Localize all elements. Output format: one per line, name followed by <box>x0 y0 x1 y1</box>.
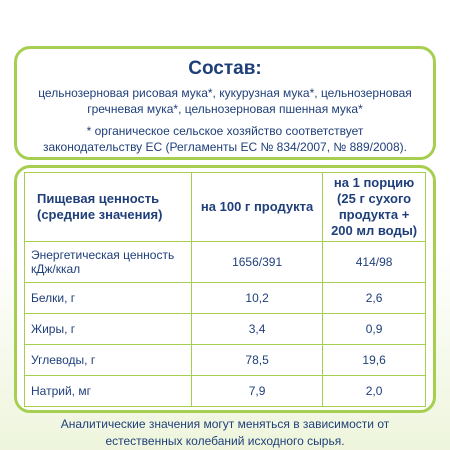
ingredients-line: цельнозерновая рисовая мука*, кукурузная мука*, цельнозерновая <box>38 86 412 100</box>
table-row-fat <box>25 314 426 345</box>
row-label-line: кДж/ккал <box>31 262 81 276</box>
header-portion-line: продукта + <box>338 207 410 222</box>
row-label <box>25 242 192 283</box>
header-portion-line: (25 г сухого <box>337 191 412 206</box>
row-per100-value: 78,5 <box>192 345 323 376</box>
ingredients-line: гречневая мука*, цельнозерновая пшенная мука* <box>87 102 363 116</box>
table-row-sodium <box>25 376 426 407</box>
header-label-line: (средние значения) <box>37 207 163 222</box>
nutrition-table <box>24 172 426 407</box>
organic-note-line: * органическое сельское хозяйство соответствует <box>86 124 364 138</box>
footnote-line: Аналитические значения могут меняться в зависимости от <box>60 417 390 431</box>
header-label-line: Пищевая ценность <box>37 191 160 206</box>
nutrition-panel <box>14 165 436 448</box>
row-label: Жиры, г <box>25 314 192 345</box>
row-per100-value: 10,2 <box>192 283 323 314</box>
ingredients-text <box>25 85 425 117</box>
row-portion-value: 2,6 <box>323 283 426 314</box>
footnote-line: естественных колебаний исходного сырья. <box>105 434 345 448</box>
row-per100-value: 3,4 <box>192 314 323 345</box>
composition-title: Состав: <box>188 58 262 79</box>
row-label: Углеводы, г <box>25 345 192 376</box>
header-per-portion <box>323 173 426 242</box>
row-per100-value: 1656/391 <box>192 242 323 283</box>
row-portion-value: 0,9 <box>323 314 426 345</box>
header-portion-line: на 1 порцию <box>333 175 415 190</box>
row-portion-value: 2,0 <box>323 376 426 407</box>
row-portion-value: 19,6 <box>323 345 426 376</box>
header-nutrition-label <box>25 173 192 242</box>
header-portion-line: 200 мл воды) <box>331 223 418 238</box>
row-label: Натрий, мг <box>25 376 192 407</box>
table-row-protein <box>25 283 426 314</box>
row-per100-value: 7,9 <box>192 376 323 407</box>
row-portion-value: 414/98 <box>323 242 426 283</box>
analytical-footnote <box>17 416 433 450</box>
composition-panel <box>14 46 436 160</box>
row-label-line: Энергетическая ценность <box>31 248 175 262</box>
header-per-100g: на 100 г продукта <box>192 173 323 242</box>
organic-note-line: законодательству ЕС (Регламенты ЕС № 834/2007, № 889/2008). <box>43 140 407 154</box>
table-row-energy <box>25 242 426 283</box>
table-row-carbs <box>25 345 426 376</box>
organic-note <box>25 123 425 155</box>
table-header-row <box>25 173 426 242</box>
row-label: Белки, г <box>25 283 192 314</box>
